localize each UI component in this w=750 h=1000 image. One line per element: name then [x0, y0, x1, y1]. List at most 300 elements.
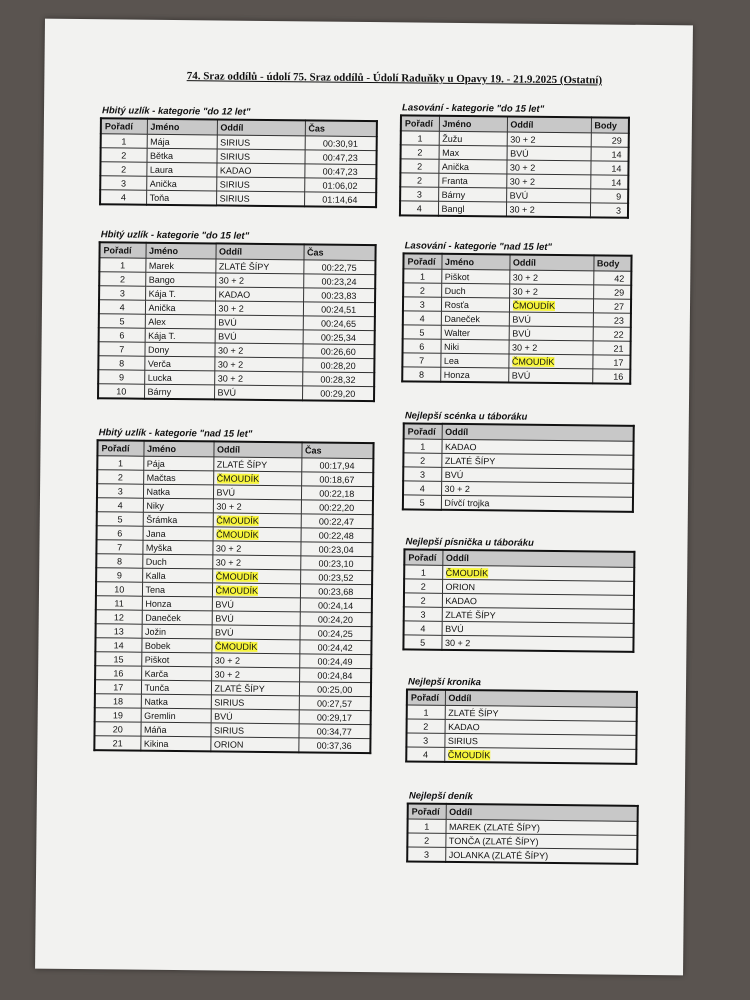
- cell-text: 4: [120, 191, 126, 202]
- cell-text: 00:23,68: [318, 586, 354, 597]
- section-title: Hbitý uzlík - kategorie "nad 15 let": [98, 427, 253, 440]
- column-header: Čas: [303, 244, 375, 260]
- table-row: [100, 190, 376, 207]
- cell-text: BVÚ: [216, 486, 236, 498]
- cell-text: BVÚ: [511, 370, 531, 381]
- cell-text: 00:22,47: [318, 516, 355, 527]
- table-cell: [507, 132, 591, 147]
- table-cell: [211, 695, 299, 710]
- cell-text: 5: [419, 327, 425, 338]
- cell-text: 14: [611, 163, 622, 174]
- column-header: Pořadí: [404, 549, 442, 565]
- cell-text: 00:24,84: [317, 670, 353, 681]
- cell-text: BVÚ: [217, 386, 237, 398]
- cell-text: 00:28,32: [320, 374, 356, 385]
- table-cell: [214, 357, 302, 372]
- table-cell: [303, 302, 375, 317]
- table-cell: [95, 680, 141, 694]
- table-cell: [438, 201, 506, 216]
- cell-text: 00:18,67: [319, 474, 355, 485]
- cell-text: 2: [119, 273, 126, 284]
- section-title: Nejlepší scénka u táboráku: [404, 410, 528, 423]
- cell-text: 1: [118, 457, 124, 468]
- cell-text: 3: [416, 189, 422, 200]
- table-cell: [143, 456, 213, 471]
- cell-text: JOLANKA (ZLATÉ ŠÍPY): [448, 849, 549, 861]
- table-cell: [216, 191, 304, 206]
- table-cell: [212, 569, 300, 584]
- cell-text: ORION: [445, 581, 476, 592]
- table-cell: [592, 369, 630, 384]
- table-cell: [590, 203, 628, 218]
- cell-text: 14: [113, 639, 124, 650]
- cell-text: 17: [113, 681, 124, 692]
- cell-text: 30 + 2: [214, 654, 241, 666]
- cell-text: BVÚ: [444, 469, 464, 480]
- table-cell: [304, 192, 376, 207]
- table-row: [406, 747, 636, 764]
- cell-text: 30 + 2: [509, 162, 536, 173]
- section-title: Lasování - kategorie "do 15 let": [402, 102, 545, 115]
- column-header: Pořadí: [401, 115, 439, 131]
- table-cell: [142, 568, 212, 583]
- cell-text: SIRIUS: [219, 192, 250, 204]
- table-cell: [213, 471, 301, 486]
- table-cell: [403, 439, 441, 453]
- cell-text: Kája T.: [148, 330, 176, 341]
- table-cell: [404, 579, 442, 593]
- table-cell: [300, 626, 372, 641]
- table-cell: [145, 300, 215, 315]
- column-header: Jméno: [441, 254, 509, 270]
- cell-text: Tunča: [144, 682, 170, 693]
- column-header: Pořadí: [403, 253, 441, 269]
- table-cell: [302, 344, 374, 359]
- cell-text: Toňa: [149, 192, 170, 203]
- cell-text: 7: [117, 541, 123, 552]
- cell-text: Pája: [146, 458, 165, 469]
- cell-text: Kája T.: [148, 288, 177, 299]
- cell-text: 30 + 2: [215, 542, 242, 554]
- table-cell: [94, 722, 140, 736]
- cell-text: 1: [120, 259, 126, 270]
- cell-text: 2: [417, 147, 423, 158]
- column-header: Oddíl: [507, 116, 591, 132]
- cell-text: 30 + 2: [510, 134, 536, 145]
- table-cell: [508, 368, 592, 383]
- cell-text: Max: [442, 147, 460, 158]
- table-cell: [403, 339, 441, 353]
- table-cell: [445, 847, 637, 864]
- cell-text: Kikina: [143, 738, 169, 749]
- results-table: [405, 688, 638, 764]
- highlighted-cell-text: ČMOUDÍK: [215, 570, 259, 582]
- table-cell: [509, 312, 593, 327]
- table-cell: [96, 554, 142, 568]
- cell-text: Verča: [147, 358, 171, 369]
- cell-text: Rosťa: [444, 299, 469, 310]
- cell-text: 00:23,83: [321, 290, 357, 301]
- cell-text: 00:24,51: [321, 304, 357, 315]
- cell-text: 00:37,36: [316, 740, 352, 751]
- cell-text: 30 + 2: [444, 637, 471, 648]
- table-cell: [593, 341, 631, 355]
- cell-text: 9: [616, 191, 622, 202]
- table-cell: [144, 384, 214, 399]
- table-cell: [96, 624, 142, 638]
- cell-text: Gremlin: [144, 710, 176, 721]
- cell-text: Karča: [144, 668, 169, 679]
- cell-text: 00:25,00: [317, 684, 353, 695]
- table-cell: [97, 456, 143, 470]
- table-cell: [300, 542, 372, 557]
- cell-text: 1: [121, 135, 127, 146]
- cell-text: 00:24,14: [318, 600, 354, 611]
- table-cell: [592, 355, 630, 369]
- section-title: Hbitý uzlík - kategorie "do 15 let": [100, 229, 250, 242]
- cell-text: 3: [120, 177, 127, 188]
- cell-text: Mačtas: [146, 472, 176, 483]
- table-cell: [95, 666, 141, 680]
- cell-text: 00:24,49: [317, 656, 353, 667]
- cell-text: 30 + 2: [216, 500, 242, 512]
- cell-text: 30 + 2: [509, 204, 535, 215]
- cell-text: Máňa: [144, 724, 167, 735]
- table-cell: [141, 638, 211, 653]
- section-denik: [406, 790, 639, 864]
- column-header: Jméno: [145, 243, 215, 259]
- cell-text: BVÚ: [218, 316, 237, 328]
- cell-text: BVÚ: [215, 626, 234, 638]
- cell-text: 4: [422, 749, 429, 760]
- table-cell: [403, 495, 441, 510]
- table-cell: [303, 316, 375, 331]
- table-cell: [302, 358, 374, 373]
- table-cell: [299, 640, 371, 655]
- table-cell: [99, 328, 145, 342]
- cell-text: Alex: [148, 316, 166, 327]
- section-uzlik-do-15: [97, 229, 377, 402]
- cell-text: 1: [419, 271, 426, 282]
- cell-text: Dívčí trojka: [444, 497, 490, 508]
- column-header: Oddíl: [442, 424, 634, 442]
- cell-text: 00:24,20: [317, 614, 354, 625]
- table-cell: [590, 189, 628, 203]
- table-cell: [145, 272, 215, 287]
- cell-text: SIRIUS: [214, 696, 245, 708]
- highlighted-cell-text: ČMOUDÍK: [216, 472, 260, 484]
- column-header: Jméno: [143, 441, 213, 457]
- cell-text: 4: [117, 499, 123, 510]
- cell-text: Tena: [145, 584, 166, 595]
- table-cell: [100, 148, 146, 162]
- cell-text: SIRIUS: [219, 178, 250, 190]
- cell-text: 00:26,60: [320, 346, 356, 357]
- cell-text: 18: [113, 695, 124, 706]
- cell-text: KADAO: [219, 164, 252, 176]
- cell-text: 30 + 2: [512, 272, 539, 283]
- table-cell: [403, 283, 441, 297]
- cell-text: 2: [419, 285, 425, 296]
- table-cell: [439, 145, 507, 160]
- table-cell: [591, 147, 629, 161]
- table-row: [403, 635, 633, 652]
- table-cell: [212, 597, 300, 612]
- table-cell: [506, 202, 590, 217]
- cell-text: BVÚ: [214, 710, 233, 722]
- table-cell: [100, 162, 146, 176]
- table-cell: [142, 624, 212, 639]
- table-cell: [140, 736, 210, 751]
- table-cell: [440, 353, 508, 368]
- table-cell: [407, 719, 445, 733]
- cell-text: 6: [419, 341, 425, 352]
- cell-text: 27: [613, 301, 625, 312]
- cell-text: SIRIUS: [214, 724, 245, 736]
- cell-text: Niki: [444, 341, 460, 352]
- table-cell: [145, 328, 215, 343]
- cell-text: SIRIUS: [220, 136, 251, 148]
- cell-text: Žužu: [442, 133, 463, 144]
- cell-text: 5: [419, 497, 425, 508]
- cell-text: 3: [119, 287, 125, 298]
- cell-text: ZLATÉ ŠÍPY: [448, 707, 499, 718]
- cell-text: ZLATÉ ŠÍPY: [444, 455, 496, 466]
- cell-text: 2: [417, 161, 423, 172]
- results-table: [401, 252, 632, 384]
- cell-text: Jožin: [145, 626, 167, 637]
- cell-text: Anička: [441, 161, 470, 172]
- table-cell: [210, 723, 298, 738]
- table-cell: [304, 178, 376, 193]
- cell-text: 6: [117, 527, 123, 538]
- table-cell: [440, 367, 508, 382]
- cell-text: 3: [419, 299, 425, 310]
- cell-text: 9: [118, 371, 125, 382]
- cell-text: 30 + 2: [509, 176, 536, 187]
- cell-text: 2: [423, 721, 429, 732]
- cell-text: Daneček: [444, 313, 480, 324]
- cell-text: 30 + 2: [512, 286, 538, 297]
- cell-text: 15: [113, 653, 124, 664]
- table-cell: [215, 315, 303, 330]
- cell-text: ZLATÉ ŠÍPY: [214, 682, 265, 694]
- table-cell: [403, 297, 441, 311]
- cell-text: TONČA (ZLATÉ ŠÍPY): [448, 835, 539, 847]
- cell-text: 2: [424, 835, 430, 846]
- table-cell: [212, 583, 300, 598]
- section-laso-nad-15: [401, 240, 632, 384]
- cell-text: 3: [419, 469, 426, 480]
- table-cell: [400, 159, 438, 173]
- table-cell: [406, 733, 444, 747]
- table-cell: [141, 680, 211, 695]
- table-cell: [95, 638, 141, 652]
- highlighted-cell-text: ČMOUDÍK: [512, 300, 556, 311]
- results-table: [99, 117, 378, 208]
- cell-text: 16: [613, 371, 624, 382]
- table-cell: [143, 498, 213, 513]
- table-cell: [403, 481, 441, 495]
- table-cell: [591, 133, 629, 147]
- cell-text: KADAO: [218, 288, 251, 300]
- cell-text: 3: [615, 205, 622, 216]
- table-cell: [216, 177, 304, 192]
- cell-text: 1: [420, 441, 426, 452]
- cell-text: 4: [419, 483, 425, 494]
- cell-text: Honza: [145, 598, 172, 609]
- cell-text: 00:27,57: [317, 698, 353, 709]
- table-cell: [142, 610, 212, 625]
- column-header: Body: [591, 117, 629, 133]
- table-cell: [304, 164, 376, 179]
- table-cell: [96, 610, 142, 624]
- cell-text: 42: [614, 273, 625, 284]
- table-cell: [99, 286, 145, 300]
- table-cell: [403, 269, 441, 283]
- table-cell: [441, 339, 509, 354]
- table-cell: [146, 190, 216, 205]
- table-cell: [301, 472, 373, 487]
- results-table: [402, 548, 635, 652]
- table-cell: [147, 134, 217, 149]
- table-cell: [406, 747, 444, 762]
- table-cell: [97, 470, 143, 484]
- cell-text: 30 + 2: [217, 344, 244, 356]
- table-cell: [593, 271, 631, 285]
- table-cell: [300, 612, 372, 627]
- table-cell: [217, 135, 305, 150]
- table-cell: [400, 173, 438, 187]
- cell-text: 00:47,23: [322, 166, 358, 177]
- table-cell: [142, 554, 212, 569]
- cell-text: Walter: [444, 327, 470, 338]
- table-cell: [142, 540, 212, 555]
- cell-text: 9: [116, 569, 122, 580]
- table-cell: [96, 596, 142, 610]
- table-cell: [141, 666, 211, 681]
- table-cell: [404, 593, 442, 607]
- table-cell: [302, 386, 374, 401]
- cell-text: 3: [420, 609, 426, 620]
- cell-text: BVÚ: [509, 190, 529, 201]
- table-cell: [99, 314, 145, 328]
- table-cell: [211, 681, 299, 696]
- cell-text: 1: [417, 133, 423, 144]
- table-cell: [401, 131, 439, 145]
- table-cell: [301, 486, 373, 501]
- table-cell: [146, 162, 216, 177]
- cell-text: 21: [112, 737, 123, 748]
- cell-text: Anička: [149, 178, 177, 189]
- table-cell: [441, 311, 509, 326]
- cell-text: SIRIUS: [447, 735, 479, 746]
- table-cell: [403, 311, 441, 325]
- results-table: [399, 114, 630, 218]
- table-cell: [97, 498, 143, 512]
- cell-text: 2: [420, 455, 426, 466]
- cell-text: 00:24,65: [320, 318, 357, 329]
- table-cell: [214, 371, 302, 386]
- table-cell: [401, 145, 439, 159]
- cell-text: Honza: [443, 369, 470, 380]
- table-cell: [400, 187, 438, 201]
- cell-text: 29: [611, 135, 622, 146]
- cell-text: BVÚ: [215, 598, 234, 610]
- cell-text: 00:22,48: [318, 530, 354, 541]
- table-cell: [593, 299, 631, 313]
- table-cell: [403, 453, 441, 467]
- table-cell: [300, 584, 372, 599]
- cell-text: 01:06,02: [322, 180, 358, 191]
- column-header: Čas: [301, 442, 373, 458]
- table-cell: [506, 160, 590, 175]
- table-cell: [441, 269, 509, 284]
- cell-text: Bango: [148, 274, 175, 285]
- table-cell: [213, 457, 301, 472]
- cell-text: Lea: [443, 355, 460, 366]
- table-cell: [142, 582, 212, 597]
- cell-text: 21: [613, 343, 624, 354]
- table-row: [98, 384, 374, 401]
- cell-text: 29: [614, 287, 625, 298]
- cell-text: 22: [613, 329, 624, 340]
- table-cell: [140, 722, 210, 737]
- table-cell: [301, 514, 373, 529]
- column-header: Oddíl: [213, 441, 301, 457]
- table-cell: [301, 500, 373, 515]
- table-cell: [509, 284, 593, 299]
- cell-text: 1: [423, 707, 429, 718]
- cell-text: 30 + 2: [215, 556, 242, 568]
- cell-text: 19: [112, 709, 124, 720]
- cell-text: 00:29,20: [320, 388, 356, 399]
- cell-text: 14: [611, 177, 622, 188]
- cell-text: 00:47,23: [322, 152, 358, 163]
- column-header: Oddíl: [446, 804, 638, 822]
- column-header: Oddíl: [509, 255, 593, 271]
- table-cell: [439, 131, 507, 146]
- cell-text: 8: [119, 357, 125, 368]
- section-title: Hbitý uzlík - kategorie "do 12 let": [101, 105, 251, 118]
- cell-text: Lucka: [147, 372, 172, 383]
- cell-text: Natka: [144, 696, 168, 707]
- cell-text: Jana: [146, 528, 166, 539]
- table-cell: [506, 174, 590, 189]
- table-cell: [141, 708, 211, 723]
- cell-text: 2: [417, 175, 423, 186]
- table-cell: [146, 148, 216, 163]
- table-cell: [142, 596, 212, 611]
- column-header: Pořadí: [97, 440, 143, 456]
- table-cell: [211, 653, 299, 668]
- cell-text: 4: [119, 301, 125, 312]
- cell-text: Bětka: [150, 150, 174, 161]
- column-header: Oddíl: [215, 243, 303, 259]
- table-cell: [144, 370, 214, 385]
- table-cell: [100, 190, 146, 205]
- highlighted-cell-text: ČMOUDÍK: [216, 514, 259, 526]
- table-cell: [590, 161, 628, 175]
- section-scenka: [402, 410, 635, 512]
- cell-text: 2: [117, 471, 123, 482]
- table-cell: [303, 274, 375, 289]
- table-cell: [214, 343, 302, 358]
- table-cell: [300, 556, 372, 571]
- cell-text: Bangl: [441, 203, 465, 214]
- table-cell: [407, 833, 445, 847]
- highlighted-cell-text: ČMOUDÍK: [511, 356, 555, 367]
